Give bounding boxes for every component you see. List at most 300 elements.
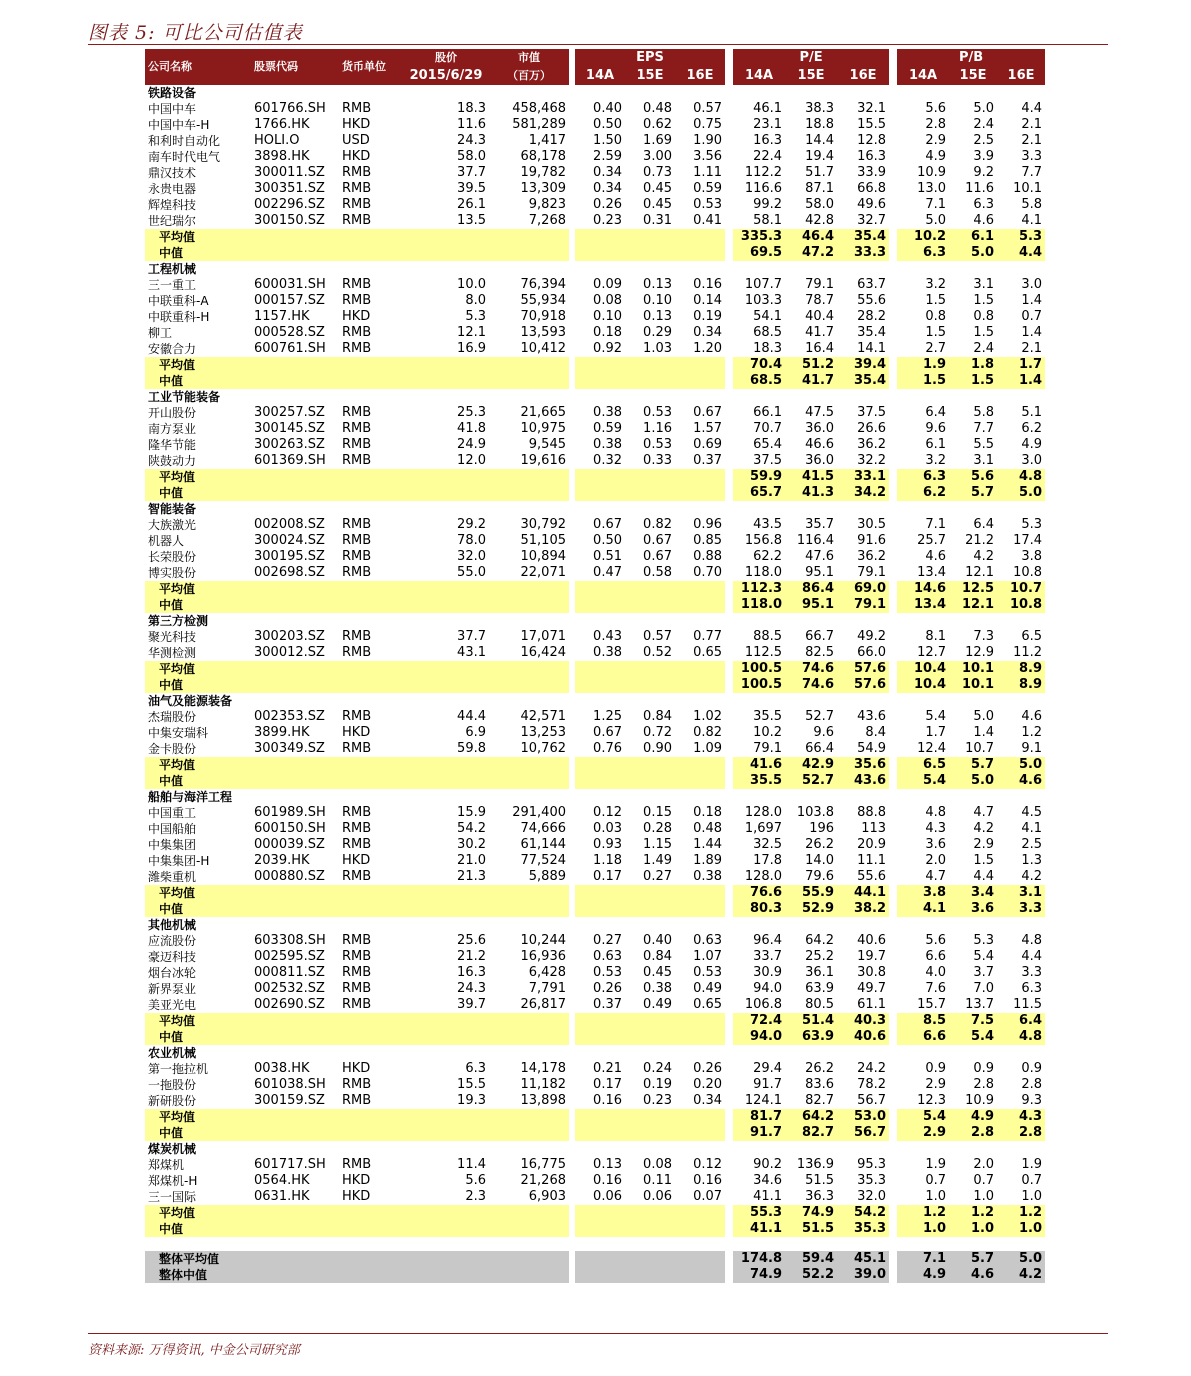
column-gap bbox=[889, 453, 897, 469]
pb-15e: 3.9 bbox=[973, 149, 995, 164]
column-gap bbox=[725, 565, 733, 581]
empty-cell bbox=[889, 693, 897, 709]
stock-code: 300145.SZ bbox=[254, 421, 325, 436]
pb-14a: 3.6 bbox=[925, 837, 947, 852]
price: 24.3 bbox=[457, 133, 486, 148]
eps-16e: 1.44 bbox=[693, 837, 723, 852]
category-name: 智能装备 bbox=[145, 501, 251, 517]
pb-avg-2: 1.7 bbox=[997, 357, 1045, 373]
empty-cell bbox=[489, 1045, 569, 1061]
eps-14a: 0.67 bbox=[593, 517, 622, 532]
pe-14a: 112.5 bbox=[744, 645, 783, 660]
company-name: 长荣股份 bbox=[148, 550, 197, 564]
company-name: 金卡股份 bbox=[148, 742, 197, 756]
pb-15e: 12.1 bbox=[965, 565, 995, 580]
pe-15e: 103.8 bbox=[796, 805, 835, 820]
pb-15e: 9.2 bbox=[973, 165, 995, 180]
stock-code: 002690.SZ bbox=[254, 997, 325, 1012]
eps-15e: 0.13 bbox=[643, 309, 672, 324]
pe-16e: 88.8 bbox=[857, 805, 887, 820]
pe-median-0: 68.5 bbox=[733, 373, 785, 389]
pb-15e: 4.2 bbox=[973, 821, 995, 836]
pb-15e: 10.7 bbox=[965, 741, 995, 756]
empty-cell bbox=[785, 613, 837, 629]
column-gap bbox=[725, 405, 733, 421]
company-name: 新研股份 bbox=[148, 1094, 197, 1108]
empty-cell bbox=[837, 789, 889, 805]
eps-15e: 0.82 bbox=[643, 517, 672, 532]
pb-14a: 13.0 bbox=[917, 181, 947, 196]
column-gap bbox=[889, 373, 897, 389]
header-currency: 货币单位 bbox=[339, 49, 403, 85]
pb-avg-0: 8.5 bbox=[897, 1013, 949, 1029]
pb-14a: 8.1 bbox=[925, 629, 947, 644]
pb-median-1: 5.0 bbox=[949, 245, 997, 261]
column-gap bbox=[725, 901, 733, 917]
company-name: 第一拖拉机 bbox=[148, 1062, 209, 1076]
eps-16e: 0.53 bbox=[693, 197, 723, 212]
header-pe: P/E bbox=[733, 49, 889, 67]
table-row bbox=[145, 821, 1045, 837]
company-name: 安徽合力 bbox=[148, 342, 197, 356]
price: 18.3 bbox=[457, 101, 486, 116]
median-row bbox=[145, 677, 1045, 693]
eps-16e: 0.88 bbox=[693, 549, 723, 564]
currency: RMB bbox=[342, 437, 372, 452]
price: 21.3 bbox=[457, 869, 486, 884]
column-gap bbox=[725, 341, 733, 357]
empty-cell bbox=[575, 357, 725, 373]
header-gap bbox=[725, 49, 733, 85]
company-name: 华测检测 bbox=[148, 646, 197, 660]
empty-cell bbox=[837, 501, 889, 517]
empty-cell bbox=[897, 1141, 949, 1157]
eps-14a: 0.26 bbox=[593, 197, 622, 212]
empty-cell bbox=[489, 789, 569, 805]
price: 41.8 bbox=[457, 421, 486, 436]
pb-avg-2: 6.4 bbox=[997, 1013, 1045, 1029]
currency: RMB bbox=[342, 405, 372, 420]
pe-14a: 18.3 bbox=[753, 341, 783, 356]
empty-cell bbox=[889, 789, 897, 805]
stock-code: 600031.SH bbox=[254, 277, 326, 292]
column-gap bbox=[889, 885, 897, 901]
category-row bbox=[145, 613, 1045, 629]
pb-15e: 5.8 bbox=[973, 405, 995, 420]
price: 39.7 bbox=[457, 997, 486, 1012]
price: 24.3 bbox=[457, 981, 486, 996]
market-cap: 42,571 bbox=[520, 709, 566, 724]
eps-16e: 0.67 bbox=[693, 405, 723, 420]
pb-avg-0: 1.9 bbox=[897, 357, 949, 373]
table-row bbox=[145, 293, 1045, 309]
pe-avg-0: 76.6 bbox=[733, 885, 785, 901]
eps-14a: 0.27 bbox=[593, 933, 622, 948]
pb-16e: 4.2 bbox=[1021, 869, 1043, 884]
eps-16e: 1.20 bbox=[693, 341, 723, 356]
eps-14a: 0.26 bbox=[593, 981, 622, 996]
pb-14a: 3.2 bbox=[925, 277, 947, 292]
currency: RMB bbox=[342, 277, 372, 292]
pb-16e: 3.3 bbox=[1021, 965, 1043, 980]
pe-median-2: 35.4 bbox=[837, 373, 889, 389]
stock-code: 300263.SZ bbox=[254, 437, 325, 452]
column-gap bbox=[725, 1013, 733, 1029]
currency: RMB bbox=[342, 1093, 372, 1108]
empty-cell bbox=[889, 389, 897, 405]
pe-14a: 112.2 bbox=[744, 165, 783, 180]
column-gap bbox=[889, 1251, 897, 1267]
empty-cell bbox=[339, 917, 403, 933]
pb-median-2: 8.9 bbox=[997, 677, 1045, 693]
empty-cell bbox=[997, 693, 1045, 709]
pb-median-0: 1.0 bbox=[897, 1221, 949, 1237]
pe-15e: 26.2 bbox=[805, 1061, 835, 1076]
pe-15e: 63.9 bbox=[805, 981, 835, 996]
stock-code: 603308.SH bbox=[254, 933, 326, 948]
column-gap bbox=[725, 997, 733, 1013]
eps-16e: 0.69 bbox=[693, 437, 723, 452]
eps-15e: 0.15 bbox=[643, 805, 672, 820]
stock-code: 002296.SZ bbox=[254, 197, 325, 212]
empty-cell bbox=[725, 261, 733, 277]
column-gap bbox=[889, 965, 897, 981]
pb-16e: 3.0 bbox=[1021, 277, 1043, 292]
pb-median-2: 2.8 bbox=[997, 1125, 1045, 1141]
empty-cell bbox=[889, 261, 897, 277]
pe-15e: 83.6 bbox=[805, 1077, 835, 1092]
pb-median-2: 4.4 bbox=[997, 245, 1045, 261]
empty-cell bbox=[489, 501, 569, 517]
stock-code: 300203.SZ bbox=[254, 629, 325, 644]
empty-cell bbox=[837, 917, 889, 933]
pe-14a: 34.6 bbox=[753, 1173, 783, 1188]
pe-median-1: 74.6 bbox=[785, 677, 837, 693]
empty-cell bbox=[625, 917, 675, 933]
eps-15e: 1.16 bbox=[643, 421, 672, 436]
pe-15e: 66.7 bbox=[805, 629, 835, 644]
price: 25.6 bbox=[457, 933, 486, 948]
column-gap bbox=[725, 629, 733, 645]
pe-14a: 54.1 bbox=[753, 309, 783, 324]
category-name: 其他机械 bbox=[145, 917, 251, 933]
empty-cell bbox=[575, 885, 725, 901]
empty-cell bbox=[897, 917, 949, 933]
table-row bbox=[145, 549, 1045, 565]
company-name: 中国船舶 bbox=[148, 822, 197, 836]
pe-avg-0: 55.3 bbox=[733, 1205, 785, 1221]
eps-15e: 0.84 bbox=[643, 709, 672, 724]
empty-cell bbox=[997, 85, 1045, 101]
market-cap: 51,105 bbox=[520, 533, 566, 548]
market-cap: 16,775 bbox=[520, 1157, 566, 1172]
pe-avg-1: 74.6 bbox=[785, 661, 837, 677]
header-pb: P/B bbox=[897, 49, 1045, 67]
pe-avg-2: 54.2 bbox=[837, 1205, 889, 1221]
eps-16e: 0.59 bbox=[693, 181, 723, 196]
eps-16e: 0.34 bbox=[693, 1093, 723, 1108]
eps-15e: 0.73 bbox=[643, 165, 672, 180]
category-row bbox=[145, 917, 1045, 933]
stock-code: 002532.SZ bbox=[254, 981, 325, 996]
header-price: 股价 bbox=[403, 49, 489, 67]
pb-14a: 0.9 bbox=[925, 1061, 947, 1076]
empty-cell bbox=[251, 597, 569, 613]
empty-cell bbox=[575, 773, 725, 789]
price: 10.0 bbox=[457, 277, 486, 292]
market-cap: 13,253 bbox=[520, 725, 566, 740]
column-gap bbox=[725, 1251, 733, 1267]
category-row bbox=[145, 789, 1045, 805]
pb-16e: 3.0 bbox=[1021, 453, 1043, 468]
pe-avg-2: 57.6 bbox=[837, 661, 889, 677]
pe-14a: 65.4 bbox=[753, 437, 783, 452]
currency: HKD bbox=[342, 853, 371, 868]
column-gap bbox=[725, 149, 733, 165]
total-pe-avg-0: 174.8 bbox=[733, 1251, 785, 1267]
empty-cell bbox=[785, 789, 837, 805]
empty-cell bbox=[575, 261, 625, 277]
pb-avg-0: 10.2 bbox=[897, 229, 949, 245]
empty-cell bbox=[897, 501, 949, 517]
eps-16e: 0.19 bbox=[693, 309, 723, 324]
column-gap bbox=[889, 1029, 897, 1045]
column-gap bbox=[725, 725, 733, 741]
column-gap bbox=[725, 1109, 733, 1125]
stock-code: 000811.SZ bbox=[254, 965, 325, 980]
currency: RMB bbox=[342, 181, 372, 196]
figure-caption: 图表 5: 可比公司估值表 bbox=[88, 22, 303, 44]
empty-cell bbox=[575, 1221, 725, 1237]
pb-16e: 0.9 bbox=[1021, 1061, 1043, 1076]
total-pb-avg-0: 7.1 bbox=[897, 1251, 949, 1267]
eps-15e: 0.33 bbox=[643, 453, 672, 468]
company-name: 中集集团-H bbox=[148, 854, 210, 868]
stock-code: 1766.HK bbox=[254, 117, 310, 132]
empty-cell bbox=[251, 885, 569, 901]
pb-16e: 4.1 bbox=[1021, 821, 1043, 836]
eps-15e: 1.15 bbox=[643, 837, 672, 852]
price: 2.3 bbox=[465, 1189, 486, 1204]
median-label: 中值 bbox=[145, 485, 251, 501]
empty-cell bbox=[837, 613, 889, 629]
empty-cell bbox=[145, 1237, 1045, 1251]
category-row bbox=[145, 1045, 1045, 1061]
pe-15e: 52.7 bbox=[805, 709, 835, 724]
pb-15e: 0.7 bbox=[973, 1173, 995, 1188]
eps-15e: 0.62 bbox=[643, 117, 672, 132]
market-cap: 17,071 bbox=[520, 629, 566, 644]
currency: HKD bbox=[342, 725, 371, 740]
pe-15e: 82.7 bbox=[805, 1093, 835, 1108]
empty-cell bbox=[889, 501, 897, 517]
pb-avg-2: 3.1 bbox=[997, 885, 1045, 901]
average-row bbox=[145, 1013, 1045, 1029]
column-gap bbox=[889, 533, 897, 549]
column-gap bbox=[725, 453, 733, 469]
pe-avg-1: 41.5 bbox=[785, 469, 837, 485]
table-row bbox=[145, 421, 1045, 437]
pe-14a: 94.0 bbox=[753, 981, 783, 996]
company-name: 机器人 bbox=[148, 534, 185, 548]
pe-avg-2: 35.6 bbox=[837, 757, 889, 773]
pe-median-2: 43.6 bbox=[837, 773, 889, 789]
pe-15e: 38.3 bbox=[805, 101, 835, 116]
pb-15e: 1.5 bbox=[973, 293, 995, 308]
stock-code: 601766.SH bbox=[254, 101, 326, 116]
average-label: 平均值 bbox=[145, 757, 251, 773]
header-pb-15e: 15E bbox=[949, 67, 997, 85]
pb-avg-2: 5.0 bbox=[997, 757, 1045, 773]
eps-15e: 0.06 bbox=[643, 1189, 672, 1204]
table-row bbox=[145, 181, 1045, 197]
empty-cell bbox=[837, 85, 889, 101]
price: 37.7 bbox=[457, 165, 486, 180]
currency: HKD bbox=[342, 309, 371, 324]
category-name: 煤炭机械 bbox=[145, 1141, 251, 1157]
empty-cell bbox=[889, 85, 897, 101]
pe-16e: 26.6 bbox=[857, 421, 887, 436]
pb-median-1: 1.0 bbox=[949, 1221, 997, 1237]
pb-15e: 1.5 bbox=[973, 853, 995, 868]
header-company: 公司名称 bbox=[145, 49, 251, 85]
market-cap: 10,762 bbox=[520, 741, 566, 756]
currency: RMB bbox=[342, 933, 372, 948]
column-gap bbox=[725, 597, 733, 613]
pe-15e: 46.6 bbox=[805, 437, 835, 452]
eps-15e: 0.53 bbox=[643, 405, 672, 420]
table-row bbox=[145, 709, 1045, 725]
pb-median-2: 1.4 bbox=[997, 373, 1045, 389]
empty-cell bbox=[837, 693, 889, 709]
pe-avg-1: 74.9 bbox=[785, 1205, 837, 1221]
empty-cell bbox=[949, 613, 997, 629]
pe-14a: 70.7 bbox=[753, 421, 783, 436]
pb-14a: 0.8 bbox=[925, 309, 947, 324]
empty-cell bbox=[733, 693, 785, 709]
pe-16e: 16.3 bbox=[857, 149, 887, 164]
empty-cell bbox=[339, 389, 403, 405]
average-label: 平均值 bbox=[145, 885, 251, 901]
eps-14a: 0.50 bbox=[593, 117, 622, 132]
column-gap bbox=[725, 661, 733, 677]
pe-16e: 33.9 bbox=[857, 165, 887, 180]
table-row bbox=[145, 565, 1045, 581]
category-row bbox=[145, 1141, 1045, 1157]
median-row bbox=[145, 1125, 1045, 1141]
pb-avg-1: 1.2 bbox=[949, 1205, 997, 1221]
company-name: 隆华节能 bbox=[148, 438, 197, 452]
pb-median-2: 3.3 bbox=[997, 901, 1045, 917]
column-gap bbox=[725, 965, 733, 981]
stock-code: 002698.SZ bbox=[254, 565, 325, 580]
pe-median-1: 82.7 bbox=[785, 1125, 837, 1141]
pe-14a: 33.7 bbox=[753, 949, 783, 964]
empty-cell bbox=[575, 661, 725, 677]
median-label: 中值 bbox=[145, 1221, 251, 1237]
eps-14a: 0.53 bbox=[593, 965, 622, 980]
pb-14a: 1.5 bbox=[925, 293, 947, 308]
empty-cell bbox=[675, 85, 725, 101]
eps-16e: 0.70 bbox=[693, 565, 723, 580]
eps-14a: 0.67 bbox=[593, 725, 622, 740]
empty-cell bbox=[725, 389, 733, 405]
eps-16e: 0.77 bbox=[693, 629, 723, 644]
empty-cell bbox=[251, 501, 339, 517]
empty-cell bbox=[997, 789, 1045, 805]
empty-cell bbox=[575, 1013, 725, 1029]
pe-16e: 43.6 bbox=[857, 709, 887, 724]
total-pb-median-0: 4.9 bbox=[897, 1267, 949, 1283]
empty-cell bbox=[897, 693, 949, 709]
pb-14a: 5.4 bbox=[925, 709, 947, 724]
pb-14a: 2.0 bbox=[925, 853, 947, 868]
pb-avg-2: 4.8 bbox=[997, 469, 1045, 485]
eps-16e: 0.16 bbox=[693, 277, 723, 292]
price: 55.0 bbox=[457, 565, 486, 580]
average-label: 平均值 bbox=[145, 469, 251, 485]
pb-avg-2: 10.7 bbox=[997, 581, 1045, 597]
eps-15e: 0.48 bbox=[643, 101, 672, 116]
pe-14a: 79.1 bbox=[753, 741, 783, 756]
pb-14a: 6.4 bbox=[925, 405, 947, 420]
empty-cell bbox=[251, 357, 569, 373]
average-label: 平均值 bbox=[145, 229, 251, 245]
pb-15e: 3.1 bbox=[973, 277, 995, 292]
empty-cell bbox=[339, 261, 403, 277]
table-row bbox=[145, 277, 1045, 293]
stock-code: 0038.HK bbox=[254, 1061, 310, 1076]
empty-cell bbox=[251, 677, 569, 693]
total-pe-avg-1: 59.4 bbox=[785, 1251, 837, 1267]
eps-15e: 0.90 bbox=[643, 741, 672, 756]
stock-code: 3899.HK bbox=[254, 725, 310, 740]
pe-15e: 80.5 bbox=[805, 997, 835, 1012]
pb-16e: 7.7 bbox=[1021, 165, 1043, 180]
pb-15e: 2.4 bbox=[973, 341, 995, 356]
currency: HKD bbox=[342, 149, 371, 164]
pb-median-1: 10.1 bbox=[949, 677, 997, 693]
empty-cell bbox=[575, 229, 725, 245]
company-name: 三一国际 bbox=[148, 1190, 197, 1204]
pb-16e: 4.4 bbox=[1021, 101, 1043, 116]
eps-16e: 1.57 bbox=[693, 421, 723, 436]
column-gap bbox=[889, 757, 897, 773]
empty-cell bbox=[403, 789, 489, 805]
eps-14a: 0.63 bbox=[593, 949, 622, 964]
stock-code: 300195.SZ bbox=[254, 549, 325, 564]
table-row bbox=[145, 1061, 1045, 1077]
pb-16e: 6.3 bbox=[1021, 981, 1043, 996]
pe-avg-1: 55.9 bbox=[785, 885, 837, 901]
eps-15e: 1.69 bbox=[643, 133, 672, 148]
currency: RMB bbox=[342, 1157, 372, 1172]
column-gap bbox=[889, 1173, 897, 1189]
empty-cell bbox=[725, 917, 733, 933]
column-gap bbox=[725, 245, 733, 261]
table-row bbox=[145, 1077, 1045, 1093]
column-gap bbox=[889, 597, 897, 613]
stock-code: 002353.SZ bbox=[254, 709, 325, 724]
pe-16e: 30.8 bbox=[857, 965, 887, 980]
table-row bbox=[145, 1093, 1045, 1109]
empty-cell bbox=[575, 581, 725, 597]
currency: RMB bbox=[342, 869, 372, 884]
pe-15e: 136.9 bbox=[796, 1157, 835, 1172]
empty-cell bbox=[251, 1221, 569, 1237]
table-row bbox=[145, 517, 1045, 533]
empty-cell bbox=[733, 1141, 785, 1157]
